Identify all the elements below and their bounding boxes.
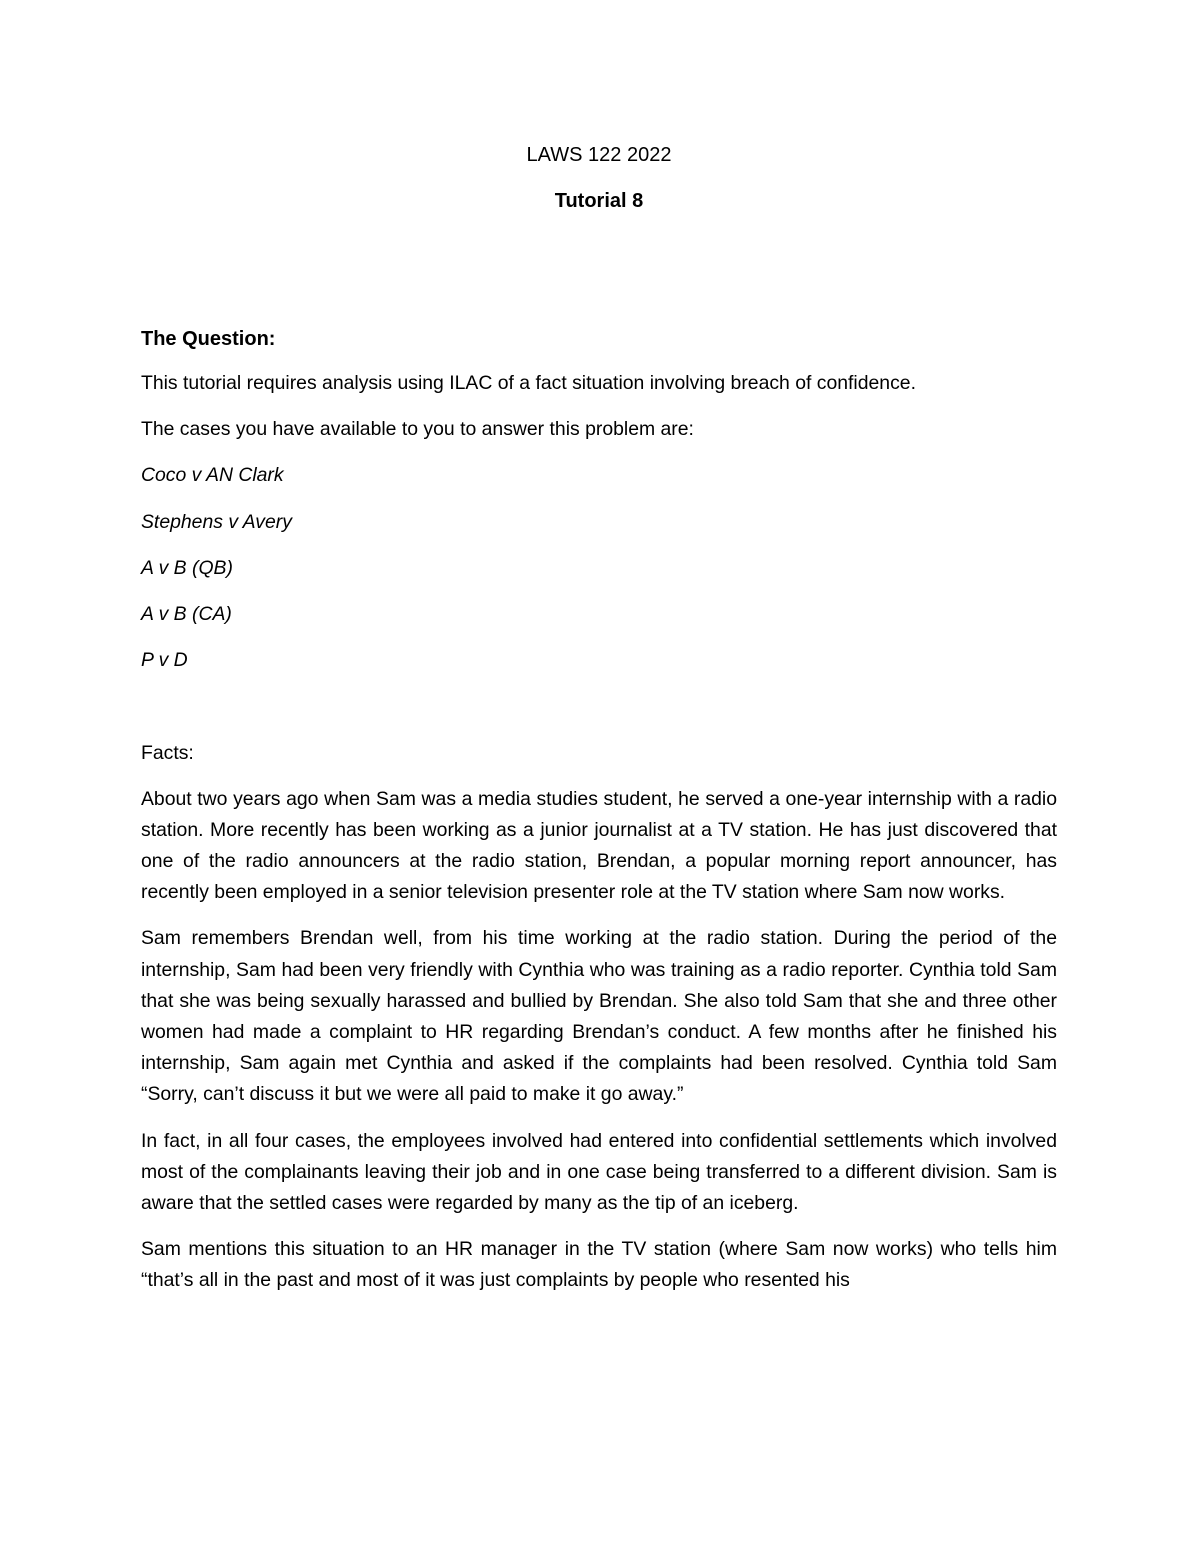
- case-item: Stephens v Avery: [141, 510, 292, 533]
- facts-paragraph: Sam remembers Brendan well, from his time working at the radio station. During the period of the internship, Sam had been very friendly with Cynthia who was training as a radio reporter. Cynthia told Sam that she was being sexually harassed and bullied by Brendan. She also told Sam that she and three other women had made a complaint to HR regarding Brendan’s conduct. A few months after he finished his internship, Sam again met Cynthia and asked if the complaints had been resolved. Cynthia told Sam “Sorry, can’t discuss it but we were all paid to make it go away.”: [141, 927, 1057, 1106]
- facts-paragraph: In fact, in all four cases, the employees involved had entered into confidential settlements which involved most of the complainants leaving their job and in one case being transferred to a different division. Sam is aware that the settled cases were regarded by many as the tip of an iceberg.: [141, 1129, 1057, 1215]
- question-intro: This tutorial requires analysis using ILAC of a fact situation involving breach of confidence.: [141, 372, 916, 394]
- case-item: A v B (QB): [141, 556, 233, 579]
- cases-intro: The cases you have available to you to answer this problem are:: [141, 418, 694, 441]
- document-body: [141, 140, 1057, 1297]
- facts-paragraph: Sam mentions this situation to an HR manager in the TV station (where Sam now works) who tells him “that’s all in the past and most of it was just complaints by people who resented his: [141, 1238, 1057, 1292]
- facts-paragraph: About two years ago when Sam was a media studies student, he served a one-year internship with a radio station. More recently has been working as a junior journalist at a TV station. He has just discovered that one of the radio announcers at the radio station, Brendan, a popular morning report announcer, has recently been employed in a senior television presenter role at the TV station where Sam now works.: [141, 787, 1057, 904]
- question-heading: The Question:: [141, 328, 276, 350]
- case-item: A v B (CA): [141, 603, 232, 626]
- tutorial-title: Tutorial 8: [554, 190, 644, 212]
- course-title: LAWS 122 2022: [526, 144, 672, 166]
- case-item: Coco v AN Clark: [141, 464, 284, 487]
- case-item: P v D: [141, 649, 188, 672]
- facts-heading: Facts:: [141, 742, 194, 765]
